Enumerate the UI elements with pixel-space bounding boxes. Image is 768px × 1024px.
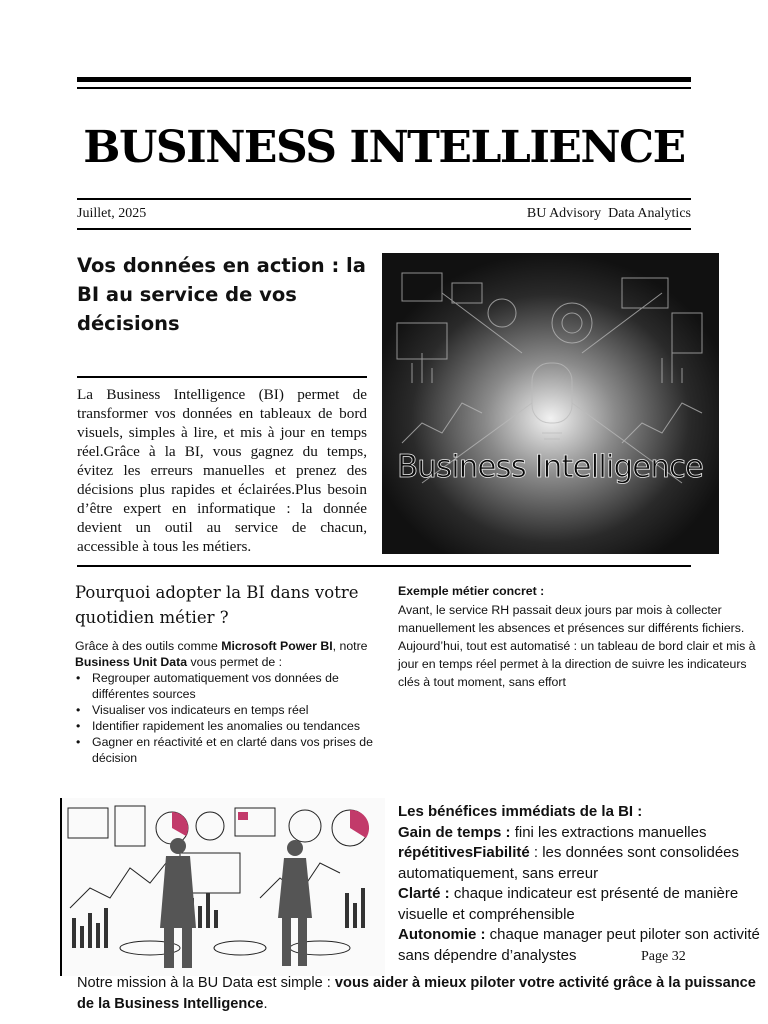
masthead-rule-thick — [77, 77, 691, 82]
why-lead: Grâce à des outils comme Microsoft Power BI, notre Business Unit Data vous permet de : — [75, 639, 368, 669]
why-list — [75, 670, 375, 766]
list-item: • Gagner en réactivité et en clarté dans vos prises de décision — [76, 735, 373, 765]
benefits-title: Les bénéfices immédiats de la BI : — [398, 803, 643, 820]
dashboard-illustration — [60, 798, 385, 976]
hero-image — [382, 253, 719, 554]
headline-rule — [77, 376, 367, 378]
dateline-rule-bottom — [77, 228, 691, 230]
dateline-rule-top — [77, 198, 691, 200]
example-title: Exemple métier concret : — [398, 584, 545, 598]
page-number: Page 32 — [641, 949, 686, 964]
issue-date: Juillet, 2025 — [77, 206, 147, 221]
mission-statement: Notre mission à la BU Data est simple : vous aider à mieux piloter votre activité grâce à la puissance de la Business Intelligence. — [77, 975, 756, 1012]
benefit-reliability: répétitivesFiabilité : les données sont consolidées automatiquement, sans erreur — [398, 844, 740, 882]
hero-caption: Business Intelligence — [397, 449, 703, 485]
publisher: BU Advisory Data Analytics — [526, 206, 691, 221]
article-headline: Vos données en action : la BI au service de vos décisions — [77, 254, 366, 335]
masthead-rule-thin — [77, 87, 691, 89]
masthead-title: BUSINESS INTELLIENCE — [83, 122, 685, 173]
list-item: • Identifier rapidement les anomalies ou tendances — [76, 719, 360, 733]
intro-paragraph: La Business Intelligence (BI) permet de transformer vos données en tableaux de bord visuels, simples à lire, et mis à jour en temps réel.Grâce à la BI, vous gagnez du temps, évitez les erreurs manuelles et prenez des décisions plus rapides et éclairées.Plus besoin d’être expert en informatique : la donnée devient un outil au service de chacun, accessible à tous les métiers. — [77, 386, 367, 555]
example-body: Avant, le service RH passait deux jours par mois à collecter manuellement les absences et présences sur différents fichiers. Aujourd’hui, tout est automatisé : un tableau de bord clair et mis à jour en temps réel permet à la direction de suivre les indicateurs clés à tout moment, sans effort — [398, 603, 756, 689]
benefit-autonomy: Autonomie : chaque manager peut piloter son activité sans dépendre d’analystes — [398, 926, 760, 964]
benefits-block — [398, 802, 768, 966]
benefit-clarity: Clarté : chaque indicateur est présenté de manière visuelle et compréhensible — [398, 885, 739, 923]
list-item: • Visualiser vos indicateurs en temps réel — [76, 703, 309, 717]
benefit-time: Gain de temps : fini les extractions manuelles — [398, 823, 707, 841]
why-title: Pourquoi adopter la BI dans votre quotidien métier ? — [75, 583, 359, 627]
list-item: • Regrouper automatiquement vos données de différentes sources — [76, 671, 339, 701]
section-rule — [77, 565, 691, 567]
